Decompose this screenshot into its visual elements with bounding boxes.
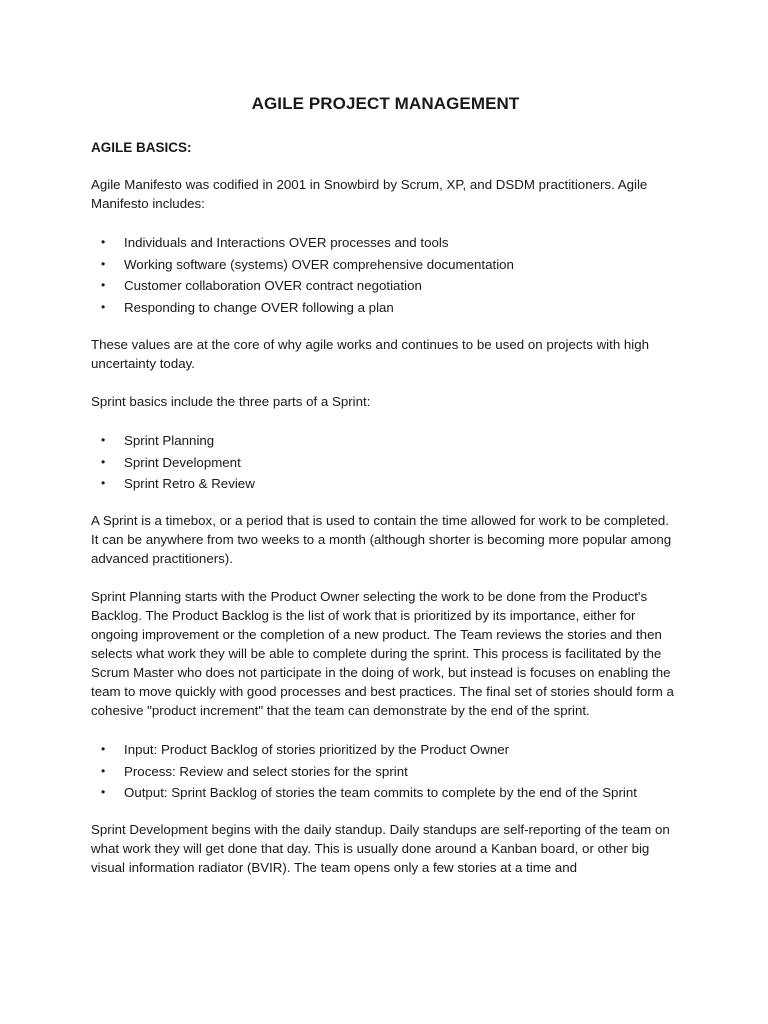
bullet-icon: •: [101, 476, 106, 491]
list-item: [91, 254, 680, 276]
bullet-icon: •: [101, 432, 106, 447]
list-item-text: Working software (systems) OVER comprehensive documentation: [124, 256, 514, 272]
list-item: [91, 761, 680, 783]
bullet-icon: •: [101, 785, 106, 800]
list-item: [91, 275, 680, 297]
list-item: [91, 452, 680, 474]
list-item-text: Sprint Planning: [124, 432, 215, 448]
list-item: [91, 473, 680, 495]
bullet-icon: •: [101, 256, 106, 271]
list-item: [91, 782, 680, 804]
planning-io-list: [91, 739, 680, 804]
bullet-icon: •: [101, 741, 106, 756]
list-item-text: Responding to change OVER following a plan: [124, 300, 394, 316]
list-item-text: Sprint Retro & Review: [124, 476, 255, 492]
bullet-icon: •: [101, 278, 106, 293]
bullet-icon: •: [101, 763, 106, 778]
list-item: [91, 297, 680, 319]
document-title: AGILE PROJECT MANAGEMENT: [251, 94, 520, 113]
list-item: [91, 430, 680, 452]
list-item-text: Customer collaboration OVER contract negotiation: [124, 278, 422, 294]
bullet-icon: •: [101, 300, 106, 315]
intro-paragraph: Agile Manifesto was codified in 2001 in Snowbird by Scrum, XP, and DSDM practitioners. Agile Manifesto includes:: [91, 177, 648, 211]
list-item-text: Individuals and Interactions OVER processes and tools: [124, 235, 449, 250]
timebox-paragraph: A Sprint is a timebox, or a period that is used to contain the time allowed for work to be completed. It can be anywhere from two weeks to a month (although shorter is becoming more popular among advanced practitioners).: [91, 512, 672, 566]
sprint-basics-paragraph: Sprint basics include the three parts of a Sprint:: [91, 393, 371, 409]
bullet-icon: •: [101, 454, 106, 469]
section-heading: AGILE BASICS:: [91, 140, 192, 155]
list-item: [91, 232, 680, 254]
sprint-parts-list: [91, 430, 680, 495]
list-item: [91, 739, 680, 761]
list-item-text: Output: Sprint Backlog of stories the team commits to complete by the end of the Sprint: [124, 785, 637, 801]
list-item-text: Input: Product Backlog of stories prioritized by the Product Owner: [124, 741, 510, 757]
planning-paragraph: Sprint Planning starts with the Product Owner selecting the work to be done from the Product's Backlog. The Product Backlog is the list of work that is prioritized by its importance, either for ongoing improvement or the completion of a new product. The Team reviews the stories and then selects what work they will be able to complete during the sprint. This process is facilitated by the Scrum Master who does not participate in the doing of work, but instead is focuses on enabling the team to move quickly with good processes and best practices. The final set of stories should form a cohesive "product increment" that the team can demonstrate by the end of the sprint.: [91, 588, 674, 718]
list-item-text: Process: Review and select stories for the sprint: [124, 763, 408, 779]
values-paragraph: These values are at the core of why agile works and continues to be used on projects with high uncertainty today.: [91, 336, 650, 371]
development-paragraph: Sprint Development begins with the daily standup. Daily standups are self-reporting of the team on what work they will get done that day. This is usually done around a Kanban board, or other big visual information radiator (BVIR). The team opens only a few stories at a time and: [91, 822, 670, 876]
bullet-icon: •: [101, 235, 106, 249]
manifesto-list: [91, 232, 680, 319]
list-item-text: Sprint Development: [124, 454, 241, 470]
